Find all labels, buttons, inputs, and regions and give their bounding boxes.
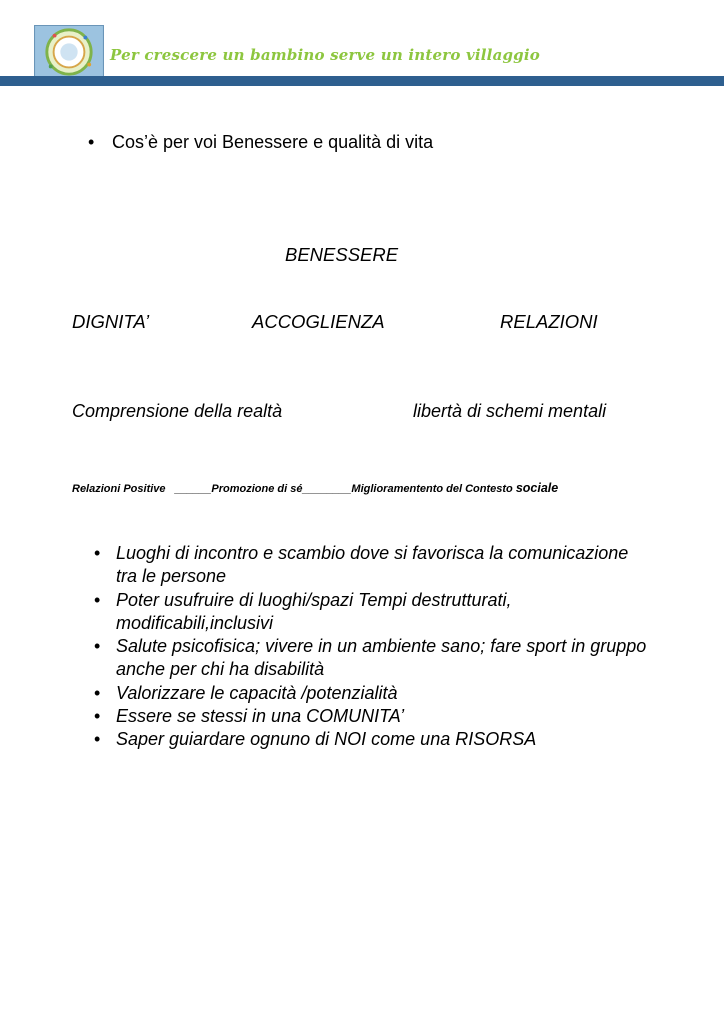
village-logo-icon <box>34 25 104 79</box>
keyword-dignita: DIGNITA’ <box>72 311 150 332</box>
list-item: • Saper guiardare ognuno di NOI come una RISORSA <box>94 728 654 751</box>
bullet-dot-icon: • <box>88 132 95 152</box>
center-word: BENESSERE <box>285 244 399 265</box>
question-text: Cos’è per voi Benessere e qualità di vita <box>112 132 434 152</box>
header-bar <box>0 76 724 86</box>
comprehension-right: libertà di schemi mentali <box>413 401 607 421</box>
header-title: Per crescere un bambino serve un intero villaggio <box>110 46 540 64</box>
comprehension-left: Comprensione della realtà <box>72 401 283 421</box>
keyword-accoglienza: ACCOGLIENZA <box>252 311 385 332</box>
wellbeing-list <box>94 542 654 752</box>
keyword-relazioni: RELAZIONI <box>500 311 598 332</box>
list-item: • Valorizzare le capacità /potenzialità <box>94 682 654 705</box>
list-item: • Poter usufruire di luoghi/spazi Tempi destrutturati, modificabili,inclusivi <box>94 589 654 636</box>
list-item: • Essere se stessi in una COMUNITA’ <box>94 705 654 728</box>
question-bullet <box>88 132 433 153</box>
list-item: • Luoghi di incontro e scambio dove si favorisca la comunicazione tra le persone <box>94 542 654 589</box>
relations-line-text: Relazioni Positive ______Promozione di sé________Miglioramentento del Contesto <box>72 483 516 495</box>
relations-line-tail: sociale <box>515 481 559 495</box>
relations-line <box>72 481 558 495</box>
list-item: • Salute psicofisica; vivere in un ambiente sano; fare sport in gruppo anche per chi ha disabilità <box>94 635 654 682</box>
